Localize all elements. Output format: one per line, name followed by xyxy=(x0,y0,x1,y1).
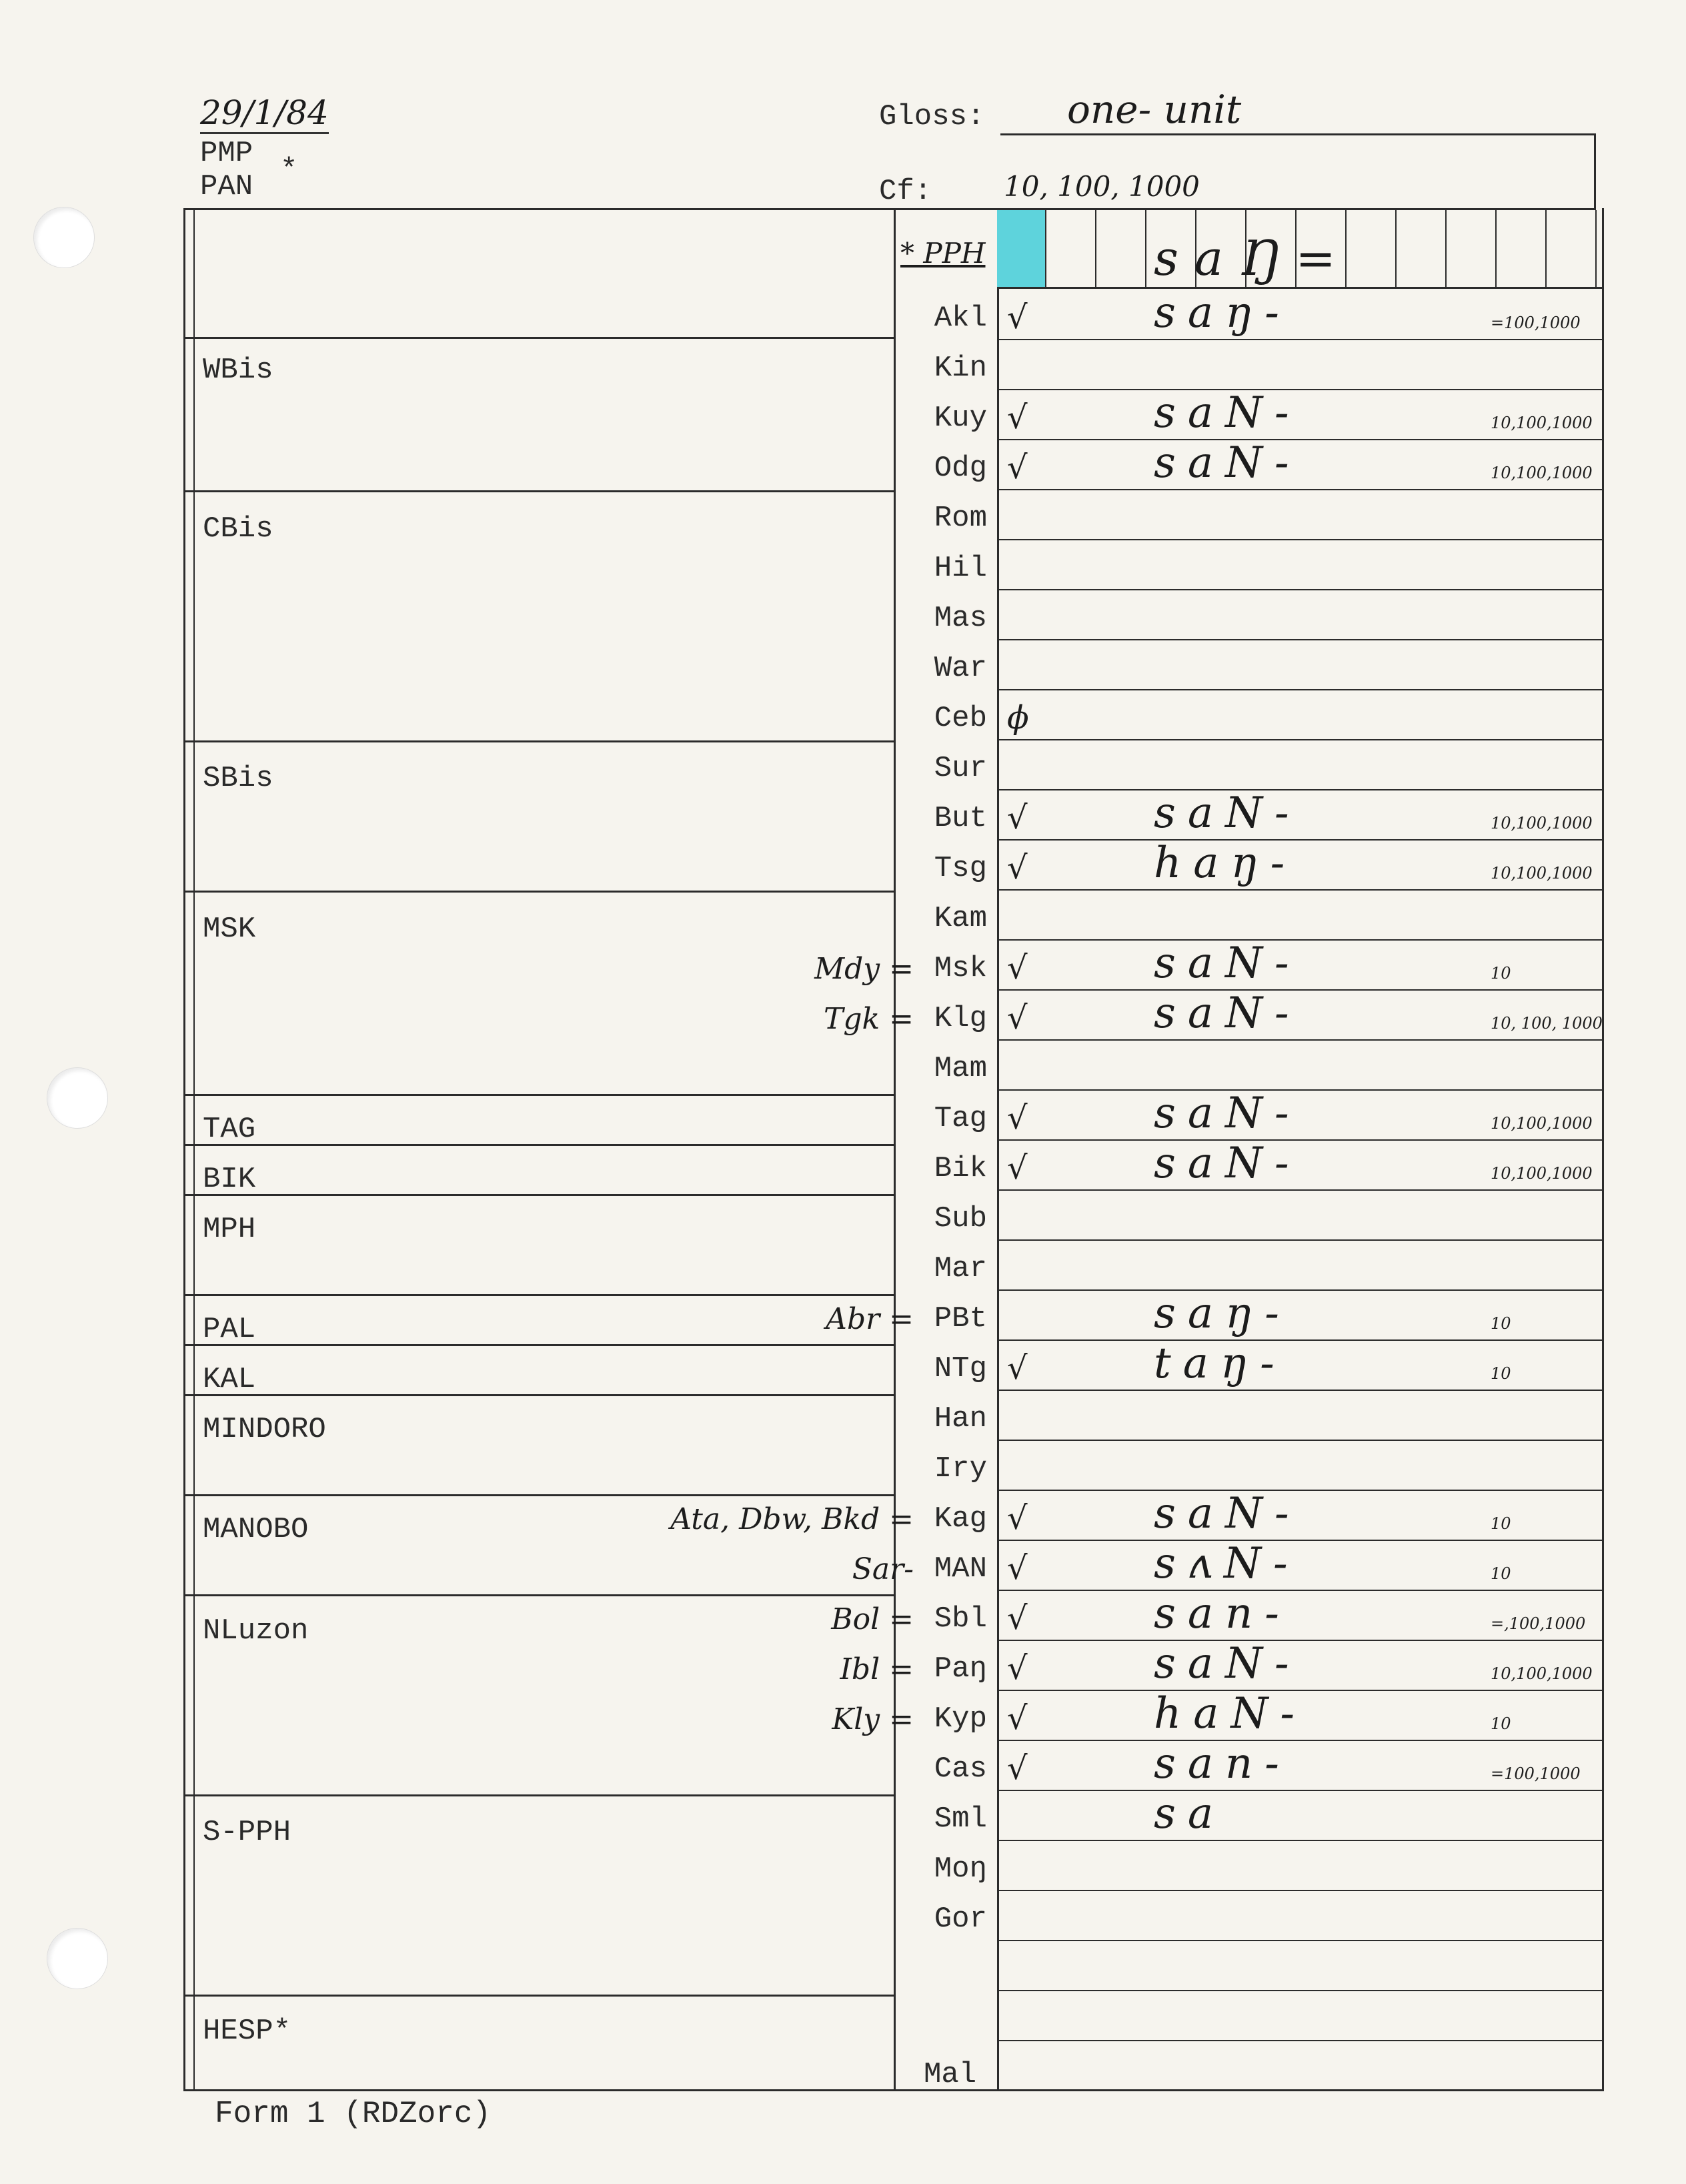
row-note: =100,1000 xyxy=(1491,314,1581,332)
row-abbr: Cas xyxy=(934,1752,987,1786)
pph-cell-divider xyxy=(1545,210,1547,287)
section-divider xyxy=(183,1494,896,1496)
row-form: haŋ- xyxy=(1154,839,1297,888)
row-abbr: Kag xyxy=(934,1502,987,1536)
section-label-mph: MPH xyxy=(203,1213,256,1246)
section-divider xyxy=(183,1144,896,1146)
row-note: 10 xyxy=(1491,1564,1511,1583)
section-divider xyxy=(183,740,896,742)
row-form: saN- xyxy=(1154,388,1301,438)
row-abbr: MAN xyxy=(934,1552,987,1586)
row-underline xyxy=(997,1740,1604,1741)
pph-cell-divider xyxy=(1595,210,1597,287)
pph-cell-divider xyxy=(1395,210,1397,287)
form-footer: Form 1 (RDZorc) xyxy=(215,2097,492,2131)
section-label-wbis: WBis xyxy=(203,354,273,387)
pmp-label: PMP xyxy=(200,137,253,170)
section-label-pal: PAL xyxy=(203,1313,256,1346)
section-label-kal: KAL xyxy=(203,1363,256,1396)
row-abbr: War xyxy=(934,652,987,685)
row-abbr: NTg xyxy=(934,1352,987,1386)
row-abbr: Tag xyxy=(934,1102,987,1135)
row-abbr: Kyp xyxy=(934,1702,987,1736)
pph-cell-divider xyxy=(1045,210,1046,287)
row-underline xyxy=(997,539,1604,540)
row-underline xyxy=(997,1590,1604,1591)
row-equivalence: Ata, Dbw, Bkd = xyxy=(670,1502,914,1536)
blank-row-underline xyxy=(997,2040,1604,2041)
row-abbr: Akl xyxy=(934,302,987,335)
row-note: 10,100,1000 xyxy=(1491,864,1593,883)
row-underline xyxy=(997,1540,1604,1541)
row-note: =,100,1000 xyxy=(1491,1614,1586,1633)
section-label-msk: MSK xyxy=(203,913,256,946)
row-abbr: Hil xyxy=(934,552,987,585)
row-form: sa xyxy=(1154,1789,1225,1838)
section-label-s-pph: S-PPH xyxy=(203,1816,291,1849)
row-abbr: Rom xyxy=(934,502,987,535)
row-underline xyxy=(997,1289,1604,1291)
row-note: 10 xyxy=(1491,1714,1511,1733)
row-abbr: Klg xyxy=(934,1002,987,1035)
row-form: saN- xyxy=(1154,788,1301,838)
row-underline xyxy=(997,639,1604,640)
row-note: =100,1000 xyxy=(1491,1764,1581,1783)
row-form: saN- xyxy=(1154,989,1301,1038)
row-equivalence: Sar- xyxy=(852,1552,914,1586)
row-underline xyxy=(997,839,1604,841)
row-note: 10 xyxy=(1491,1514,1511,1533)
row-abbr: But xyxy=(934,802,987,835)
section-divider xyxy=(183,1394,896,1396)
row-note: 10, 100, 1000 xyxy=(1491,1014,1603,1033)
row-abbr: Moŋ xyxy=(934,1852,987,1886)
pph-cell-divider xyxy=(1145,210,1146,287)
frame-right-top xyxy=(1594,133,1596,210)
section-label-cbis: CBis xyxy=(203,512,273,546)
row-equivalence: Mdy = xyxy=(814,952,914,986)
mal-label: Mal xyxy=(924,2058,977,2091)
section-label-bik: BIK xyxy=(203,1163,256,1196)
pph-abbr: * PPH xyxy=(900,237,986,269)
row-equivalence: Ibl = xyxy=(840,1652,914,1686)
row-check-mark: √ xyxy=(1007,1550,1028,1587)
section-divider xyxy=(183,1995,896,1997)
row-abbr: Kuy xyxy=(934,402,987,435)
row-note: 10,100,1000 xyxy=(1491,814,1593,833)
row-abbr: Ceb xyxy=(934,702,987,735)
gloss-underline xyxy=(1000,133,1594,135)
asterisk: * xyxy=(280,153,298,187)
row-check-mark: √ xyxy=(1007,1750,1028,1787)
row-abbr: Tsg xyxy=(934,852,987,885)
row-abbr: Han xyxy=(934,1402,987,1436)
row-check-mark: √ xyxy=(1007,1500,1028,1537)
row-abbr: Iry xyxy=(934,1452,987,1486)
row-form: saN- xyxy=(1154,438,1301,488)
row-check-mark: ϕ xyxy=(1007,699,1029,736)
row-note: 10,100,1000 xyxy=(1491,1114,1593,1133)
row-check-mark: √ xyxy=(1007,949,1028,987)
section-divider xyxy=(183,490,896,492)
punch-hole-top xyxy=(33,207,95,268)
blank-row-underline xyxy=(997,2090,1604,2091)
row-underline xyxy=(997,1440,1604,1441)
pph-row-bottom xyxy=(997,287,1604,289)
row-form: taŋ- xyxy=(1154,1339,1287,1388)
row-underline xyxy=(997,1339,1604,1341)
section-label-nluzon: NLuzon xyxy=(203,1614,309,1648)
row-form: san- xyxy=(1154,1739,1291,1788)
row-underline xyxy=(997,339,1604,340)
row-abbr: Paŋ xyxy=(934,1652,987,1686)
section-divider xyxy=(183,1194,896,1196)
row-check-mark: √ xyxy=(1007,449,1028,486)
row-check-mark: √ xyxy=(1007,1600,1028,1637)
row-abbr: Kin xyxy=(934,352,987,385)
row-abbr: Sml xyxy=(934,1802,987,1836)
row-equivalence: Bol = xyxy=(831,1602,914,1636)
row-equivalence: Tgk = xyxy=(823,1002,914,1036)
row-equivalence: Kly = xyxy=(832,1702,914,1736)
section-divider xyxy=(183,1594,896,1596)
row-check-mark: √ xyxy=(1007,1650,1028,1687)
row-abbr: Bik xyxy=(934,1152,987,1185)
cf-value: 10, 100, 1000 xyxy=(1004,170,1200,203)
section-label-hesp: HESP* xyxy=(203,2015,291,2048)
row-note: 10 xyxy=(1491,1364,1511,1383)
row-abbr: Mam xyxy=(934,1052,987,1085)
row-check-mark: √ xyxy=(1007,399,1028,436)
pan-label: PAN xyxy=(200,170,253,203)
row-check-mark: √ xyxy=(1007,799,1028,837)
row-note: 10,100,1000 xyxy=(1491,1164,1593,1183)
row-note: 10 xyxy=(1491,964,1511,983)
date: 29/1/84 xyxy=(200,93,329,134)
row-form: saN- xyxy=(1154,939,1301,988)
row-underline xyxy=(997,1840,1604,1841)
pph-cell-divider xyxy=(1095,210,1096,287)
row-check-mark: √ xyxy=(1007,1349,1028,1387)
section-divider xyxy=(183,1294,896,1296)
row-underline xyxy=(997,1790,1604,1791)
section-divider xyxy=(183,337,896,339)
row-underline xyxy=(997,889,1604,891)
row-underline xyxy=(997,589,1604,590)
row-underline xyxy=(997,1890,1604,1891)
section-divider xyxy=(183,1094,896,1096)
row-check-mark: √ xyxy=(1007,1099,1028,1137)
row-check-mark: √ xyxy=(1007,999,1028,1037)
row-note: 10 xyxy=(1491,1314,1511,1333)
row-note: 10,100,1000 xyxy=(1491,414,1593,432)
section-label-manobo: MANOBO xyxy=(203,1513,309,1546)
row-underline xyxy=(997,1039,1604,1041)
row-abbr: Sbl xyxy=(934,1602,987,1636)
row-check-mark: √ xyxy=(1007,299,1028,336)
row-check-mark: √ xyxy=(1007,1149,1028,1187)
row-underline xyxy=(997,1189,1604,1191)
row-check-mark: √ xyxy=(1007,849,1028,887)
row-form: haN- xyxy=(1154,1689,1307,1738)
row-note: 10,100,1000 xyxy=(1491,464,1593,482)
frame-top xyxy=(183,208,1596,210)
punch-hole-bottom xyxy=(47,1928,108,1989)
section-divider xyxy=(183,891,896,893)
row-abbr: Mar xyxy=(934,1252,987,1285)
row-abbr: Sub xyxy=(934,1202,987,1235)
row-form: sʌN- xyxy=(1154,1539,1300,1588)
frame-right xyxy=(1602,208,1604,2091)
section-label-sbis: SBis xyxy=(203,762,273,795)
row-abbr: Odg xyxy=(934,452,987,485)
row-underline xyxy=(997,1239,1604,1241)
row-check-mark: √ xyxy=(1007,1700,1028,1737)
gloss-label: Gloss: xyxy=(879,100,985,133)
row-abbr: Sur xyxy=(934,752,987,785)
row-form: saŋ- xyxy=(1154,288,1291,338)
row-abbr: Gor xyxy=(934,1902,987,1936)
row-abbr: PBt xyxy=(934,1302,987,1335)
blank-row-underline xyxy=(997,1990,1604,1991)
row-form: saN- xyxy=(1154,1139,1301,1188)
pph-highlight-cell xyxy=(997,210,1045,287)
cf-label: Cf: xyxy=(879,175,932,208)
row-equivalence: Abr = xyxy=(826,1302,914,1336)
divider-abbr-column xyxy=(997,208,999,2091)
row-underline xyxy=(997,1390,1604,1391)
row-form: saN- xyxy=(1154,1639,1301,1688)
pph-cell-divider xyxy=(1495,210,1497,287)
pph-form: saŊ= xyxy=(1154,230,1352,286)
row-abbr: Kam xyxy=(934,902,987,935)
section-label-tag: TAG xyxy=(203,1113,256,1146)
row-abbr: Mas xyxy=(934,602,987,635)
row-underline xyxy=(997,489,1604,490)
punch-hole-middle xyxy=(47,1067,108,1129)
row-underline xyxy=(997,689,1604,690)
row-form: saŋ- xyxy=(1154,1289,1291,1338)
gloss-value: one- unit xyxy=(1067,87,1242,132)
pph-cell-divider xyxy=(1445,210,1447,287)
row-form: saN- xyxy=(1154,1089,1301,1138)
section-label-mindoro: MINDORO xyxy=(203,1413,326,1446)
row-form: saN- xyxy=(1154,1489,1301,1538)
row-underline xyxy=(997,739,1604,740)
section-divider xyxy=(183,1344,896,1346)
section-divider xyxy=(183,1794,896,1796)
row-form: san- xyxy=(1154,1589,1291,1638)
row-abbr: Msk xyxy=(934,952,987,985)
row-underline xyxy=(997,1940,1604,1941)
row-note: 10,100,1000 xyxy=(1491,1664,1593,1683)
